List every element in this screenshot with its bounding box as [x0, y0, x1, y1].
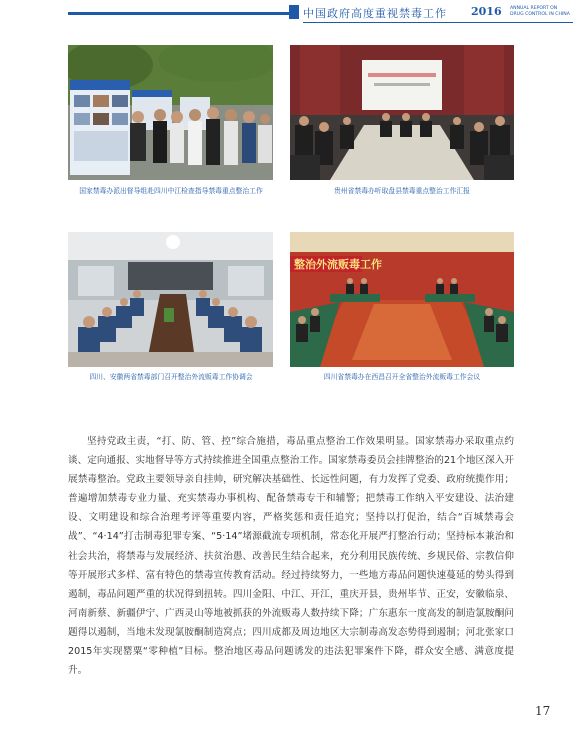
header-underline: [303, 22, 573, 23]
running-header: [0, 0, 581, 26]
header-rule: [68, 12, 296, 15]
photo-caption-4: 四川省禁毒办在西昌召开全省整治外流贩毒工作会议: [323, 373, 481, 381]
body-paragraph: 坚持党政主责，“打、防、管、控”综合施措，毒品重点整治工作效果明显。国家禁毒办采取重点约谈、定向通报、实地督导等方式持续推进全国重点整治工作。国家禁毒委员会挂牌整治的21个地区深入开展禁毒整治。党政主要领导亲自挂帅，研究解决基础性、长远性问题，有力发挥了党委、政府统揽作用；普遍增加禁毒专业力量、充实禁毒办事机构、配备禁毒专干和辅警；把禁毒工作纳入平安建设、法治建设、文明建设和综合治理考评等重要内容，严格奖惩和责任追究；坚持以打促治，结合“百城禁毒会战”、“4·14”打击制毒犯罪专案、“5·14”堵源截流专项机制，常态化开展严打整治行动；坚持标本兼治和社会共治，将禁毒与发展经济、扶贫治愚、改善民生结合起来，充分利用民族传统、乡规民俗、宗教信仰等开展形式多样、富有特色的禁毒宣传教育活动。经过持续努力，一些地方毒品问题快速蔓延的势头得到遏制，毒品问题严重的状况得到扭转。四川金阳、中江、开江，重庆开县，贵州毕节、正安，安徽临泉、河南新蔡、新疆伊宁、广西灵山等地被抓获的外流贩毒人数持续下降；广东惠东一度高发的制造氯胺酮问题得以遏制，当地未发现氯胺酮制造窝点；四川成都及周边地区大宗制毒高发态势得到遏制；河北张家口2015年实现罂粟“零种植”目标。整治地区毒品问题诱发的违法犯罪案件下降，群众安全感、满意度提升。: [68, 436, 514, 677]
photo-guizhou-briefing: [290, 45, 514, 180]
header-subtitle-en: ANNUAL REPORT ON DRUG CONTROL IN CHINA: [510, 6, 570, 17]
header-marker: [289, 5, 299, 19]
photo-caption-3: 四川、安徽两省禁毒部门召开整治外流贩毒工作协调会: [89, 373, 253, 381]
banner-text: 整治外流贩毒工作: [294, 258, 382, 271]
photo-xichang-conference: [290, 232, 514, 367]
header-year: 2016: [471, 5, 502, 18]
photo-caption-2: 贵州省禁毒办听取盘县禁毒重点整治工作汇报: [334, 187, 470, 195]
photo-sichuan-anhui-meeting: [68, 232, 273, 367]
photo-inspection-zhongjiang: [68, 45, 273, 180]
header-title: 中国政府高度重视禁毒工作: [303, 7, 447, 20]
photo-caption-1: 国家禁毒办派出督导组赴四川中江检查指导禁毒重点整治工作: [79, 187, 263, 195]
page-number: 17: [535, 704, 551, 718]
